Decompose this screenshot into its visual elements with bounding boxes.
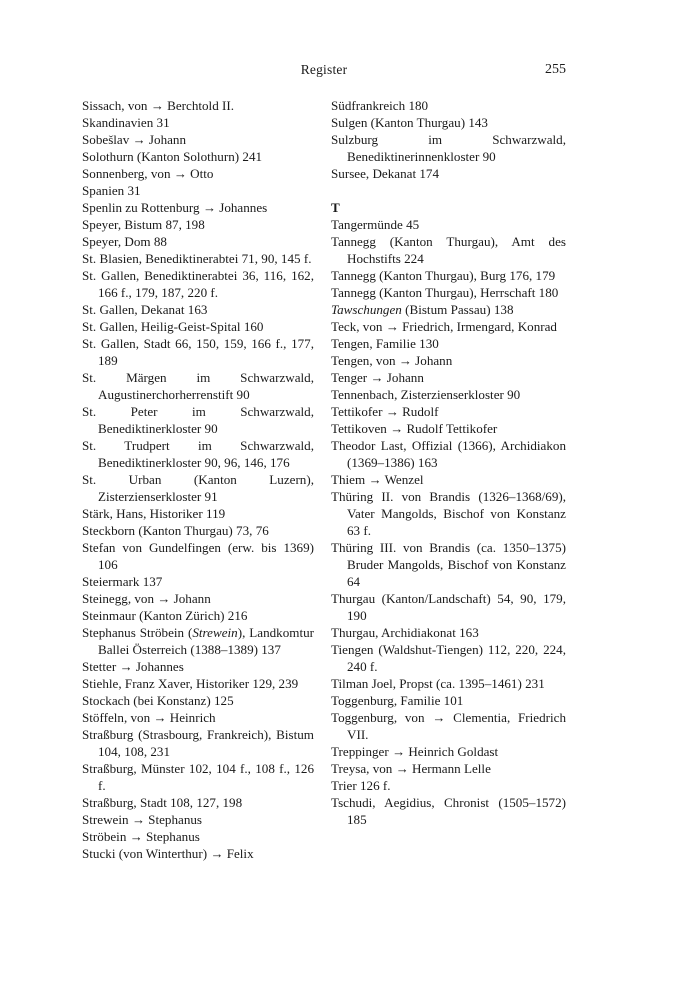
index-entry: Spanien 31 bbox=[82, 183, 141, 198]
italic-term: Strewein bbox=[192, 625, 238, 640]
running-head bbox=[82, 62, 566, 82]
index-entry: Steiermark 137 bbox=[82, 574, 163, 589]
index-entry: Tennenbach, Zisterzienserkloster 90 bbox=[331, 387, 521, 402]
index-entry: Sissach, von → Berchtold II. bbox=[82, 98, 235, 113]
italic-term: Tawschungen bbox=[331, 302, 402, 317]
page-number: 255 bbox=[545, 62, 566, 77]
index-entry: Tannegg (Kanton Thurgau), Burg 176, 179 bbox=[331, 268, 556, 283]
index-entry: Sursee, Dekanat 174 bbox=[331, 166, 439, 181]
index-entry: Thüring III. von Brandis (ca. 1350–1375) Bruder Mangolds, Bischof von Konstanz 64 bbox=[331, 540, 566, 589]
index-entry: St. Peter im Schwarzwald, Benediktinerkloster 90 bbox=[82, 404, 314, 436]
index-entry: St. Urban (Kanton Luzern), Zisterzienserkloster 91 bbox=[82, 472, 314, 504]
index-entry: Stiehle, Franz Xaver, Historiker 129, 239 bbox=[82, 676, 299, 691]
index-entry: Stockach (bei Konstanz) 125 bbox=[82, 693, 234, 708]
index-entry: Tenger → Johann bbox=[331, 370, 424, 385]
entry-text: (Bistum Passau) 138 bbox=[401, 302, 514, 317]
index-entry: Tiengen (Waldshut-Tiengen) 112, 220, 224, 240 f. bbox=[331, 642, 566, 674]
index-entry: Spenlin zu Rottenburg → Johannes bbox=[82, 200, 268, 215]
index-entry: Trier 126 f. bbox=[331, 778, 391, 793]
index-entry: Tettikofer → Rudolf bbox=[331, 404, 439, 419]
index-entry: Steckborn (Kanton Thurgau) 73, 76 bbox=[82, 523, 269, 538]
index-entry: Skandinavien 31 bbox=[82, 115, 170, 130]
index-entry: St. Blasien, Benediktinerabtei 71, 90, 145 f. bbox=[82, 251, 312, 266]
index-entry: Toggenburg, von → Clementia, Friedrich VII. bbox=[331, 710, 566, 742]
index-entry: Tangermünde 45 bbox=[331, 217, 420, 232]
index-entry: Speyer, Bistum 87, 198 bbox=[82, 217, 205, 232]
index-entry: Südfrankreich 180 bbox=[331, 98, 429, 113]
index-entry: Tschudi, Aegidius, Chronist (1505–1572) 185 bbox=[331, 795, 566, 827]
index-entry: Thiem → Wenzel bbox=[331, 472, 424, 487]
index-entry: Sobešlav → Johann bbox=[82, 132, 187, 147]
index-entry: Ströbein → Stephanus bbox=[82, 829, 200, 844]
index-entry: Teck, von → Friedrich, Irmengard, Konrad bbox=[331, 319, 557, 334]
index-entry: Thüring II. von Brandis (1326–1368/69), Vater Mangolds, Bischof von Konstanz 63 f. bbox=[331, 489, 566, 538]
index-entry: Theodor Last, Offizial (1366), Archidiakon (1369–1386) 163 bbox=[331, 438, 566, 470]
index-entry: Stärk, Hans, Historiker 119 bbox=[82, 506, 226, 521]
index-entry: Thurgau (Kanton/Landschaft) 54, 90, 179, 190 bbox=[331, 591, 566, 623]
index-entry: Treysa, von → Hermann Lelle bbox=[331, 761, 491, 776]
index-entry: Stucki (von Winterthur) → Felix bbox=[82, 846, 254, 861]
index-entry: Steinmaur (Kanton Zürich) 216 bbox=[82, 608, 248, 623]
index-entry: Steinegg, von → Johann bbox=[82, 591, 211, 606]
index-entry: Stetter → Johannes bbox=[82, 659, 184, 674]
index-entry: St. Gallen, Benediktinerabtei 36, 116, 162, 166 f., 179, 187, 220 f. bbox=[82, 268, 314, 300]
index-entry: Solothurn (Kanton Solothurn) 241 bbox=[82, 149, 263, 164]
section-spacer bbox=[331, 182, 566, 199]
index-entry: St. Trudpert im Schwarzwald, Benediktinerkloster 90, 96, 146, 176 bbox=[82, 438, 314, 470]
entry-text: Stephanus Ströbein ( bbox=[82, 625, 193, 640]
index-entry: Toggenburg, Familie 101 bbox=[331, 693, 464, 708]
index-entry: Tengen, Familie 130 bbox=[331, 336, 439, 351]
index-entry: Sonnenberg, von → Otto bbox=[82, 166, 214, 181]
index-entry: Sulzburg im Schwarzwald, Benediktinerinnenkloster 90 bbox=[331, 132, 566, 164]
index-entry bbox=[331, 301, 566, 318]
index-entry: Tilman Joel, Propst (ca. 1395–1461) 231 bbox=[331, 676, 545, 691]
index-column-right bbox=[331, 97, 566, 828]
index-entry: Strewein → Stephanus bbox=[82, 812, 203, 827]
index-entry: Tannegg (Kanton Thurgau), Amt des Hochstifts 224 bbox=[331, 234, 566, 266]
running-title: Register bbox=[300, 62, 348, 77]
entry-text: ), Landkomtur Ballei Österreich (1388–1389) 137 bbox=[98, 625, 314, 657]
index-entry: St. Gallen, Dekanat 163 bbox=[82, 302, 208, 317]
index-entry: St. Gallen, Heilig-Geist-Spital 160 bbox=[82, 319, 264, 334]
index-entry: Tannegg (Kanton Thurgau), Herrschaft 180 bbox=[331, 285, 559, 300]
index-entry: Sulgen (Kanton Thurgau) 143 bbox=[331, 115, 488, 130]
index-entry: Tettikoven → Rudolf Tettikofer bbox=[331, 421, 498, 436]
index-entry: Stöffeln, von → Heinrich bbox=[82, 710, 216, 725]
index-entry: St. Märgen im Schwarzwald, Augustinerchorherrenstift 90 bbox=[82, 370, 314, 402]
index-entry: St. Gallen, Stadt 66, 150, 159, 166 f., 177, 189 bbox=[82, 336, 314, 368]
index-entry bbox=[82, 624, 314, 658]
index-entry: Stefan von Gundelfingen (erw. bis 1369) 106 bbox=[82, 540, 314, 572]
index-entry: Straßburg, Münster 102, 104 f., 108 f., 126 f. bbox=[82, 761, 314, 793]
index-column-left bbox=[82, 97, 314, 862]
index-entry: Straßburg (Strasbourg, Frankreich), Bistum 104, 108, 231 bbox=[82, 727, 314, 759]
index-entry: Speyer, Dom 88 bbox=[82, 234, 167, 249]
index-entry: Treppinger → Heinrich Goldast bbox=[331, 744, 499, 759]
index-entry: Thurgau, Archidiakonat 163 bbox=[331, 625, 479, 640]
index-entry: Tengen, von → Johann bbox=[331, 353, 453, 368]
section-letter-heading: T bbox=[331, 200, 340, 215]
index-entry: Straßburg, Stadt 108, 127, 198 bbox=[82, 795, 243, 810]
